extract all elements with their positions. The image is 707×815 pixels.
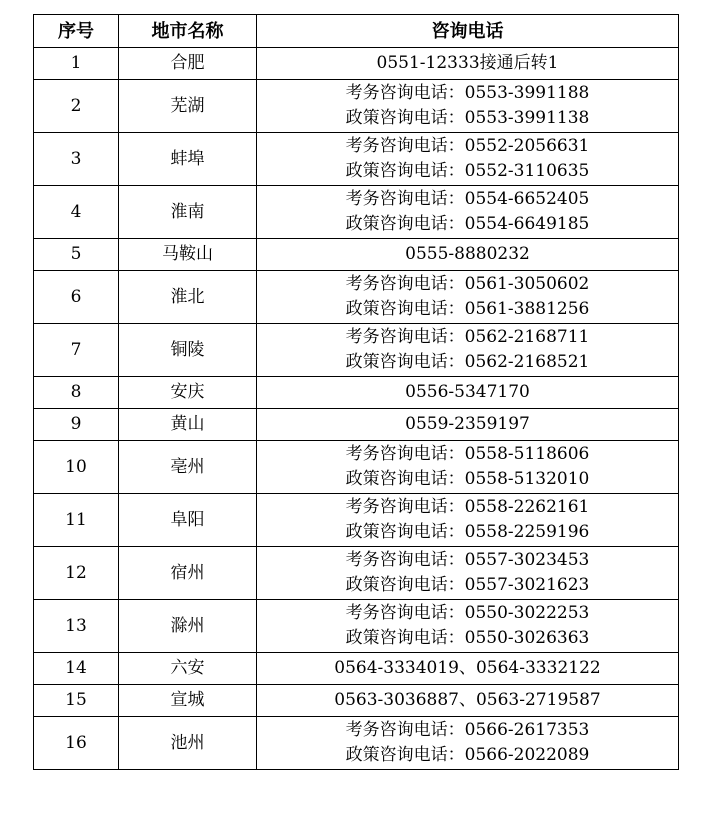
row-phone: [257, 717, 679, 770]
row-city: 池州: [119, 717, 257, 770]
row-phone: [257, 685, 679, 717]
phone-line: 0556-5347170: [405, 382, 530, 402]
phone-line: 政策咨询电话：0558-2259196: [345, 522, 590, 542]
phone-line: 考务咨询电话：0552-2056631: [345, 136, 590, 156]
phone-line: 0564-3334019、0564-3332122: [334, 658, 601, 678]
row-city: 淮南: [119, 186, 257, 239]
row-phone: [257, 377, 679, 409]
table-row: [34, 324, 679, 377]
row-phone: [257, 48, 679, 80]
row-index: 4: [34, 186, 119, 239]
table-row: [34, 409, 679, 441]
row-phone: [257, 409, 679, 441]
phone-line: 0555-8880232: [405, 244, 530, 264]
row-phone: [257, 324, 679, 377]
table-row: [34, 600, 679, 653]
row-city: 宣城: [119, 685, 257, 717]
phone-line: 政策咨询电话：0558-5132010: [345, 469, 590, 489]
table-body: [34, 48, 679, 770]
row-index: 14: [34, 653, 119, 685]
phone-line: 政策咨询电话：0557-3021623: [345, 575, 590, 595]
table-row: [34, 377, 679, 409]
phone-line: 0563-3036887、0563-2719587: [334, 690, 601, 710]
row-phone: [257, 547, 679, 600]
header-phone: 咨询电话: [257, 15, 679, 48]
phone-line: 考务咨询电话：0558-2262161: [345, 497, 590, 517]
table-row: [34, 685, 679, 717]
phone-line: 考务咨询电话：0558-5118606: [345, 444, 590, 464]
phone-line: 0551-12333接通后转1: [376, 53, 559, 73]
row-city: 芜湖: [119, 80, 257, 133]
table-row: [34, 239, 679, 271]
header-city: 地市名称: [119, 15, 257, 48]
row-city: 亳州: [119, 441, 257, 494]
phone-line: 政策咨询电话：0566-2022089: [345, 745, 590, 765]
row-index: 13: [34, 600, 119, 653]
contact-table: [33, 14, 679, 770]
phone-line: 考务咨询电话：0554-6652405: [345, 189, 590, 209]
row-city: 马鞍山: [119, 239, 257, 271]
phone-line: 考务咨询电话：0562-2168711: [345, 327, 590, 347]
row-city: 淮北: [119, 271, 257, 324]
row-index: 9: [34, 409, 119, 441]
phone-line: 0559-2359197: [405, 414, 530, 434]
row-city: 黄山: [119, 409, 257, 441]
row-index: 12: [34, 547, 119, 600]
phone-line: 考务咨询电话：0561-3050602: [345, 274, 590, 294]
phone-line: 政策咨询电话：0553-3991138: [345, 108, 590, 128]
row-index: 5: [34, 239, 119, 271]
row-city: 六安: [119, 653, 257, 685]
table-row: [34, 441, 679, 494]
row-phone: [257, 186, 679, 239]
row-index: 16: [34, 717, 119, 770]
row-city: 蚌埠: [119, 133, 257, 186]
phone-line: 考务咨询电话：0550-3022253: [345, 603, 590, 623]
table-row: [34, 653, 679, 685]
row-city: 阜阳: [119, 494, 257, 547]
phone-line: 政策咨询电话：0561-3881256: [345, 299, 590, 319]
phone-line: 考务咨询电话：0553-3991188: [345, 83, 590, 103]
row-index: 2: [34, 80, 119, 133]
table-row: [34, 717, 679, 770]
phone-line: 政策咨询电话：0552-3110635: [345, 161, 590, 181]
row-index: 1: [34, 48, 119, 80]
row-index: 3: [34, 133, 119, 186]
table-row: [34, 547, 679, 600]
row-phone: [257, 441, 679, 494]
row-index: 8: [34, 377, 119, 409]
table-row: [34, 133, 679, 186]
table-row: [34, 271, 679, 324]
row-index: 7: [34, 324, 119, 377]
row-phone: [257, 494, 679, 547]
row-index: 15: [34, 685, 119, 717]
table-row: [34, 186, 679, 239]
phone-line: 考务咨询电话：0566-2617353: [345, 720, 590, 740]
phone-line: 政策咨询电话：0562-2168521: [345, 352, 590, 372]
row-phone: [257, 271, 679, 324]
row-phone: [257, 653, 679, 685]
row-city: 合肥: [119, 48, 257, 80]
table-row: [34, 494, 679, 547]
phone-line: 政策咨询电话：0554-6649185: [345, 214, 590, 234]
row-phone: [257, 239, 679, 271]
row-index: 11: [34, 494, 119, 547]
row-phone: [257, 133, 679, 186]
header-index: 序号: [34, 15, 119, 48]
table-row: [34, 48, 679, 80]
row-phone: [257, 80, 679, 133]
phone-line: 考务咨询电话：0557-3023453: [345, 550, 590, 570]
row-city: 铜陵: [119, 324, 257, 377]
row-city: 宿州: [119, 547, 257, 600]
table-header-row: [34, 15, 679, 48]
row-phone: [257, 600, 679, 653]
row-index: 6: [34, 271, 119, 324]
row-city: 滁州: [119, 600, 257, 653]
row-index: 10: [34, 441, 119, 494]
row-city: 安庆: [119, 377, 257, 409]
table-row: [34, 80, 679, 133]
phone-line: 政策咨询电话：0550-3026363: [345, 628, 590, 648]
